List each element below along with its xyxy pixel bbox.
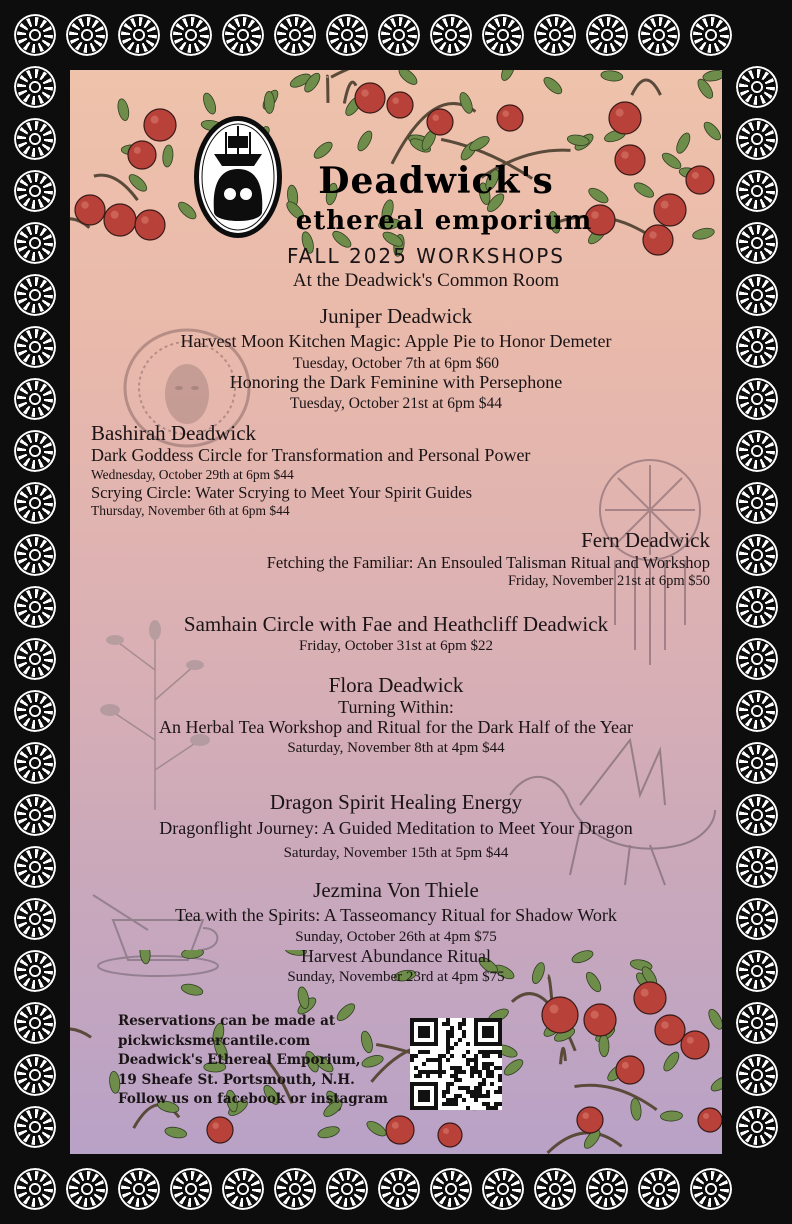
poster-panel xyxy=(70,70,722,1154)
workshop-date: Thursday, November 6th at 6pm $44 xyxy=(91,503,290,518)
workshop-title: Honoring the Dark Feminine with Persephone xyxy=(229,372,563,392)
border-rosette xyxy=(378,1168,420,1210)
border-rosette xyxy=(14,1168,56,1210)
workshop-date: Tuesday, October 21st at 6pm $44 xyxy=(290,395,502,412)
workshop-title: Dark Goddess Circle for Transformation and Personal Power xyxy=(91,445,531,465)
website-link[interactable]: pickwicksmercantile.com xyxy=(118,1032,311,1049)
border-rosette xyxy=(14,222,56,264)
border-rosette xyxy=(14,846,56,888)
border-rosette xyxy=(222,14,264,56)
border-rosette xyxy=(736,898,778,940)
border-rosette xyxy=(736,1106,778,1148)
workshop-date: Wednesday, October 29th at 6pm $44 xyxy=(91,467,294,482)
border-rosette xyxy=(482,1168,524,1210)
border-rosette xyxy=(14,118,56,160)
border-rosette xyxy=(736,378,778,420)
border-rosette xyxy=(222,1168,264,1210)
venue-line: At the Deadwick's Common Room xyxy=(292,270,560,291)
workshop-title: Dragonflight Journey: A Guided Meditation to Meet Your Dragon xyxy=(159,818,633,838)
border-rosette xyxy=(14,378,56,420)
border-rosette xyxy=(736,66,778,108)
border-rosette xyxy=(326,1168,368,1210)
border-rosette xyxy=(14,690,56,732)
border-rosette xyxy=(736,1054,778,1096)
season-heading: FALL 2025 WORKSHOPS xyxy=(286,244,565,268)
border-rosette xyxy=(14,534,56,576)
border-rosette xyxy=(14,638,56,680)
border-rosette xyxy=(638,1168,680,1210)
border-rosette xyxy=(274,14,316,56)
workshop-title: Samhain Circle with Fae and Heathcliff Deadwick xyxy=(183,612,609,636)
border-rosette xyxy=(14,482,56,524)
border-rosette xyxy=(736,586,778,628)
border-rosette xyxy=(14,274,56,316)
store-name: Deadwick's Ethereal Emporium, xyxy=(118,1052,361,1068)
border-rosette xyxy=(534,1168,576,1210)
border-rosette xyxy=(736,118,778,160)
border-rosette xyxy=(690,14,732,56)
host-name: Dragon Spirit Healing Energy xyxy=(269,790,523,814)
workshop-date: Saturday, November 15th at 5pm $44 xyxy=(283,845,509,861)
border-rosette xyxy=(66,1168,108,1210)
border-rosette xyxy=(430,14,472,56)
border-rosette xyxy=(14,586,56,628)
workshop-title: Turning Within: xyxy=(338,697,454,717)
border-rosette xyxy=(14,950,56,992)
border-rosette xyxy=(586,14,628,56)
border-rosette xyxy=(638,14,680,56)
border-rosette xyxy=(14,430,56,472)
border-rosette xyxy=(736,534,778,576)
workshop-date: Tuesday, October 7th at 6pm $60 xyxy=(293,355,499,372)
reservation-info xyxy=(118,1012,388,1110)
border-rosette xyxy=(170,14,212,56)
border-rosette xyxy=(736,326,778,368)
border-rosette xyxy=(118,14,160,56)
brand-subtitle: ethereal emporium xyxy=(295,206,593,236)
border-rosette xyxy=(14,1054,56,1096)
border-rosette xyxy=(586,1168,628,1210)
store-address: 19 Sheafe St. Portsmouth, N.H. xyxy=(118,1071,355,1088)
workshop-title: An Herbal Tea Workshop and Ritual for the Dark Half of the Year xyxy=(158,717,633,737)
border-rosette xyxy=(736,1002,778,1044)
host-name: Juniper Deadwick xyxy=(319,304,473,328)
border-rosette xyxy=(14,1002,56,1044)
border-rosette xyxy=(170,1168,212,1210)
border-rosette xyxy=(66,14,108,56)
border-rosette xyxy=(736,430,778,472)
border-rosette xyxy=(736,690,778,732)
border-rosette xyxy=(736,222,778,264)
host-name: Jezmina Von Thiele xyxy=(313,878,479,902)
border-rosette xyxy=(14,170,56,212)
border-rosette xyxy=(736,794,778,836)
workshop-title: Fetching the Familiar: An Ensouled Talisman Ritual and Workshop xyxy=(266,553,710,572)
border-rosette xyxy=(274,1168,316,1210)
border-rosette xyxy=(14,66,56,108)
border-rosette xyxy=(14,742,56,784)
border-rosette xyxy=(430,1168,472,1210)
host-name: Fern Deadwick xyxy=(581,528,710,552)
dragon-icon xyxy=(490,735,720,895)
social-line: Follow us on facebook or instagram xyxy=(118,1091,388,1107)
reservation-line: Reservations can be made at xyxy=(118,1013,336,1029)
border-rosette xyxy=(14,326,56,368)
workshop-date: Saturday, November 8th at 4pm $44 xyxy=(287,740,505,756)
workshop-title: Harvest Abundance Ritual xyxy=(301,946,491,966)
border-rosette xyxy=(14,898,56,940)
workshop-title: Scrying Circle: Water Scrying to Meet Your Spirit Guides xyxy=(91,483,473,502)
host-name: Flora Deadwick xyxy=(328,673,464,697)
border-rosette xyxy=(14,14,56,56)
border-rosette xyxy=(14,794,56,836)
workshop-date: Friday, November 21st at 6pm $50 xyxy=(507,573,710,589)
border-rosette xyxy=(534,14,576,56)
border-rosette xyxy=(482,14,524,56)
border-rosette xyxy=(118,1168,160,1210)
workshop-date: Sunday, November 23rd at 4pm $75 xyxy=(287,969,505,985)
workshop-title: Harvest Moon Kitchen Magic: Apple Pie to Honor Demeter xyxy=(180,331,612,351)
qr-code-icon[interactable] xyxy=(410,1018,502,1110)
border-rosette xyxy=(736,274,778,316)
workshop-date: Sunday, October 26th at 4pm $75 xyxy=(295,929,497,945)
host-name: Bashirah Deadwick xyxy=(91,421,257,445)
border-rosette xyxy=(736,170,778,212)
workshop-title: Tea with the Spirits: A Tasseomancy Ritual for Shadow Work xyxy=(175,905,617,925)
border-rosette xyxy=(690,1168,732,1210)
brand-title: Deadwick's xyxy=(318,160,554,202)
workshop-date: Friday, October 31st at 6pm $22 xyxy=(299,638,493,654)
border-rosette xyxy=(378,14,420,56)
border-rosette xyxy=(736,742,778,784)
border-rosette xyxy=(736,638,778,680)
border-rosette xyxy=(736,482,778,524)
border-rosette xyxy=(736,846,778,888)
border-rosette xyxy=(326,14,368,56)
border-rosette xyxy=(14,1106,56,1148)
border-rosette xyxy=(736,950,778,992)
